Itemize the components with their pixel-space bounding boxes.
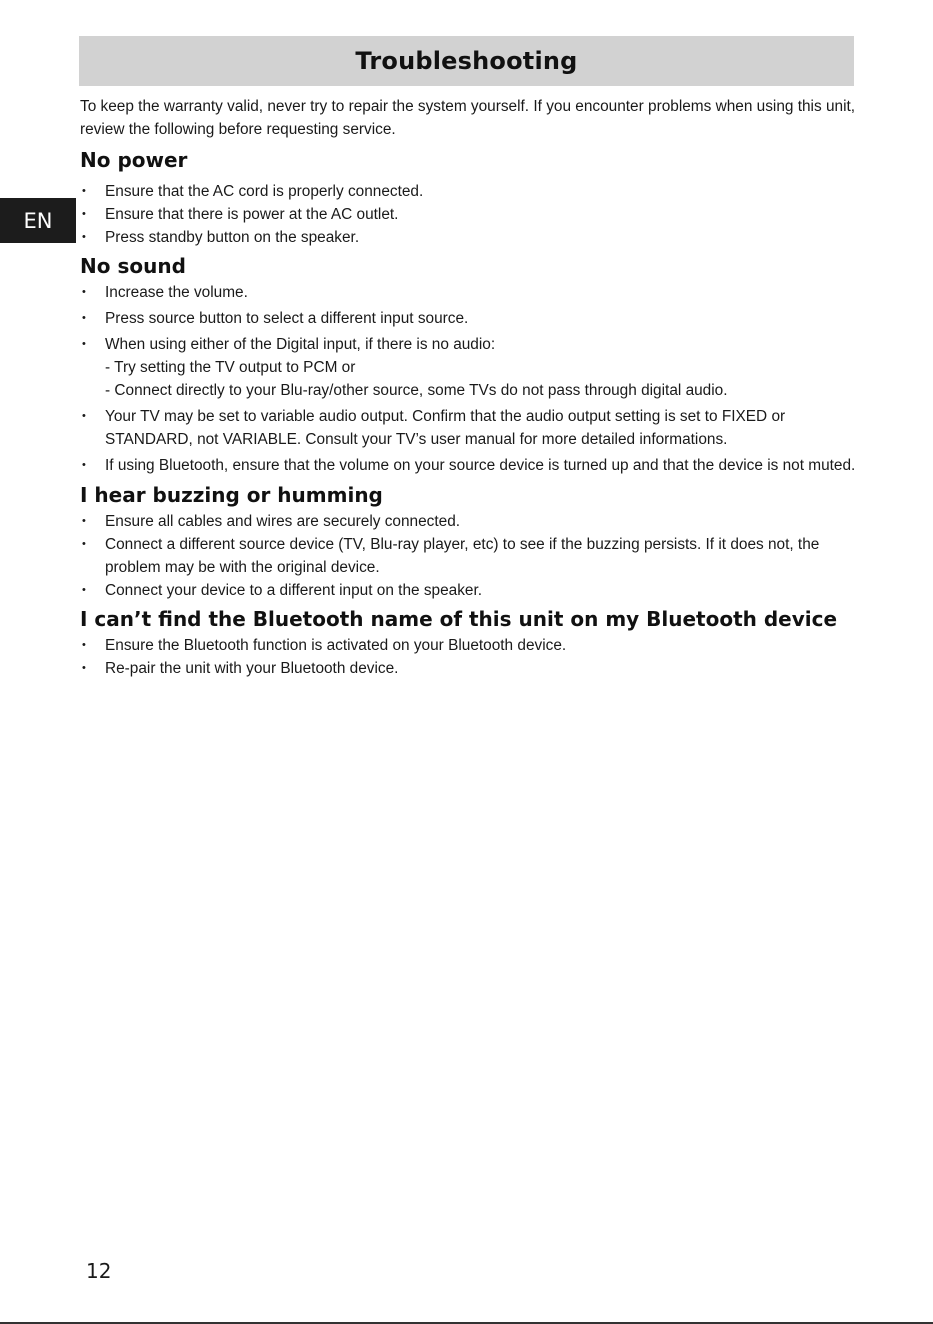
- list-item: [80, 333, 858, 402]
- document-body: [80, 95, 858, 680]
- section-bluetooth: [80, 604, 858, 680]
- list-item-text: When using either of the Digital input, if there is no audio:: [105, 336, 496, 353]
- sub-item: - Try setting the TV output to PCM or: [105, 359, 356, 376]
- section-heading: I can’t find the Bluetooth name of this unit on my Bluetooth device: [80, 607, 838, 631]
- section-no-sound: [80, 251, 858, 477]
- list-item: • Ensure the Bluetooth function is activated on your Bluetooth device.: [80, 634, 858, 657]
- intro-paragraph: To keep the warranty valid, never try to repair the system yourself. If you encounter problems when using this unit, review the following before requesting service.: [80, 98, 856, 138]
- bullet-list: [80, 510, 858, 602]
- language-tab: EN: [0, 198, 76, 243]
- page-title: Troubleshooting: [355, 47, 578, 75]
- bullet-list: [80, 281, 858, 477]
- page-number: 12: [86, 1259, 112, 1283]
- bullet-list: [80, 634, 858, 680]
- sub-item: - Connect directly to your Blu-ray/other source, some TVs do not pass through digital audio.: [105, 382, 728, 399]
- list-item: • Press standby button on the speaker.: [80, 226, 858, 249]
- section-buzzing: [80, 480, 858, 602]
- section-no-power: [80, 145, 858, 249]
- bullet-list: [80, 180, 858, 249]
- list-item: • Your TV may be set to variable audio output. Confirm that the audio output setting is set to FIXED or STANDARD, not VARIABLE. Consult your TV’s user manual for more detailed informations.: [80, 405, 858, 451]
- section-heading: No sound: [80, 254, 186, 278]
- title-bar: [79, 36, 854, 86]
- list-item: • Press source button to select a different input source.: [80, 307, 858, 330]
- section-heading: No power: [80, 148, 188, 172]
- list-item: • Ensure that the AC cord is properly connected.: [80, 180, 858, 203]
- list-item: • Re-pair the unit with your Bluetooth device.: [80, 657, 858, 680]
- list-item: • Ensure all cables and wires are securely connected.: [80, 510, 858, 533]
- list-item: • Connect your device to a different input on the speaker.: [80, 579, 858, 602]
- section-heading: I hear buzzing or humming: [80, 483, 383, 507]
- list-item: • Ensure that there is power at the AC outlet.: [80, 203, 858, 226]
- list-item: • Increase the volume.: [80, 281, 858, 304]
- list-item: • Connect a different source device (TV, Blu-ray player, etc) to see if the buzzing persists. If it does not, the problem may be with the original device.: [80, 533, 858, 579]
- list-item: • If using Bluetooth, ensure that the volume on your source device is turned up and that the device is not muted.: [80, 454, 858, 477]
